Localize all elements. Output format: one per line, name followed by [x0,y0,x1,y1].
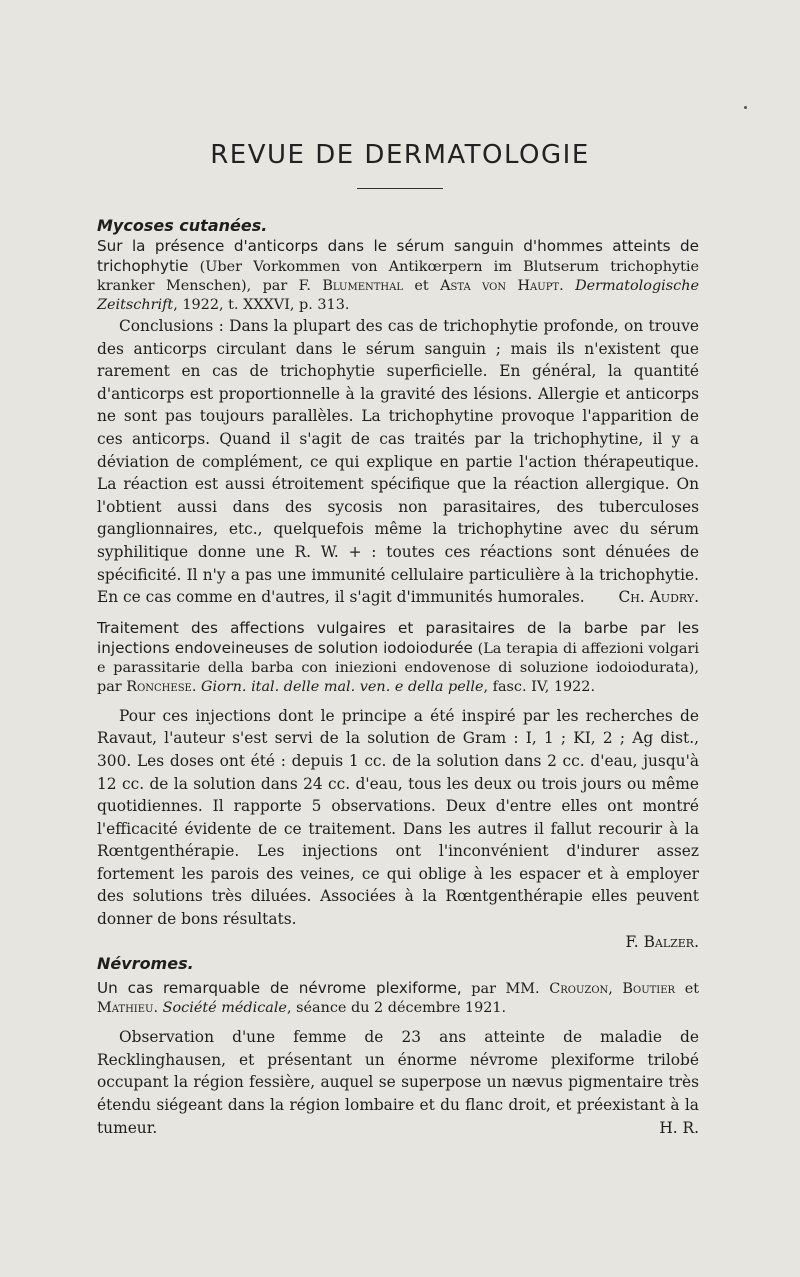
article-signature-3: H. R. [659,1118,699,1137]
article-ref-dot-1: . [559,278,576,294]
article-ref-1: (Uber Vorkommen von Antikœrpern im Blutserum trichophytie kranker Menschen), par F. [97,259,700,294]
article-ref-dot-2: . [191,678,202,695]
spacer [97,697,699,705]
article-body-1-text: Conclusions : Dans la plupart des cas de trichophytie profonde, on trouve des anticorps circulant dans le sérum sanguin ; mais ils n'existent que rarement en cas de trichophytie superficielle. En général, la quantité d'anticorps est proportionnelle à la gravité des lésions. Allergie et anticorps ne sont pas toujours parallèles. La trichophytine provoque l'apparition de ces anticorps. Quand il s'agit de cas traités par la trichophytine, il y a déviation de complément, ce qui explique en partie l'action thérapeutique. La réaction est aussi étroitement spécifique que la réaction allergique. On l'obtient aussi dans des sycosis non parasitaires, des tuberculoses ganglionnaires, etc., quelquefois même la trichophytine avec du sérum syphilitique donne une R. W. + : toutes ces réactions sont dénuées de spécificité. Il n'y a pas une immunité cellulaire particulière à la trichophytie. En ce cas comme en d'autres, il s'agit d'immunités humorales. [97,317,699,607]
article-body-3 [97,1026,699,1139]
article-heading-3 [97,979,699,1018]
article-author-1a: Blumenthal [322,278,403,294]
article-ref-post-1: , 1922, t. XXXVI, p. 313. [173,297,350,313]
section-heading-mycoses: Mycoses cutanées. [97,216,268,235]
article-journal-2: Giorn. ital. delle mal. ven. e della pelle [201,678,484,695]
article-body-1 [97,315,699,609]
page-content [97,215,699,1139]
spacer [97,609,699,619]
article-signature-1: Ch. Audry. [618,588,699,607]
article-ref-and-3: et [675,981,699,998]
article-heading-2 [97,619,699,697]
spacer [97,1018,699,1026]
section-heading-nevromes: Névromes. [97,954,194,974]
article-ref-and-1: et [403,278,441,294]
article-body-3-text: Observation d'une femme de 23 ans atteinte de maladie de Recklinghausen, et présentant un énorme névrome plexiforme trilobé occupant la région fessière, auquel se superpose un nævus pigmentaire très étendu siégeant dans la région lombaire et du flanc droit, et préexistant à la tumeur. [97,1028,699,1137]
article-body-2: Pour ces injections dont le principe a été inspiré par les recherches de Ravaut, l'auteur s'est servi de la solution de Gram : I, 1 ; KI, 2 ; Ag dist., 300. Les doses ont été : depuis 1 cc. de la solution dans 2 cc. d'eau, jusqu'à 12 cc. de la solution dans 24 cc. d'eau, tous les deux ou trois jours ou même quotidiennes. Il rapporte 5 observations. Deux d'entre elles ont montré l'efficacité évidente de ce traitement. Dans les autres il fallut recourir à la Rœntgenthérapie. Les injections ont l'inconvénient d'indurer assez fortement les parois des veines, ce qui oblige à les espacer et à employer des solutions très diluées. Associées à la Rœntgenthérapie elles peuvent donner de bons résultats. [97,706,699,929]
article-ref-post-3: , séance du 2 décembre 1921. [286,1000,507,1017]
page-speck [744,106,747,109]
article-author-3: Mathieu [97,1000,154,1017]
article-journal-3: Société médicale [162,1000,287,1017]
article-author-1b: Asta von Haupt [440,278,560,294]
article-ref-3: par MM. [461,981,550,998]
article-journal-1: Dermatologische Zeitschrift [97,278,699,313]
article-heading-1 [97,237,699,315]
article-ref-dot-3: . [153,1000,163,1017]
article-title-1: Sur la présence d'anticorps dans le sérum sanguin d'hommes atteints de trichophytie [97,237,699,275]
article-authors-3: Crouzon, Boutier [549,981,676,998]
article-ref-2: (La terapia di affezioni volgari e parassitarie della barba con iniezioni endovenose di soluzione iodoiodurata), par [97,640,699,695]
article-signature-2: F. Balzer. [625,932,699,951]
article-title-3: Un cas remarquable de névrome plexiforme, [97,979,462,998]
article-ref-post-2: , fasc. IV, 1922. [483,678,596,695]
title-rule [357,188,443,189]
article-author-2: Ronchese [126,678,192,695]
article-title-2: Traitement des affections vulgaires et parasitaires de la barbe par les injections endoveineuses de solution iodoiodurée [97,618,699,657]
page-title: REVUE DE DERMATOLOGIE [210,140,590,170]
